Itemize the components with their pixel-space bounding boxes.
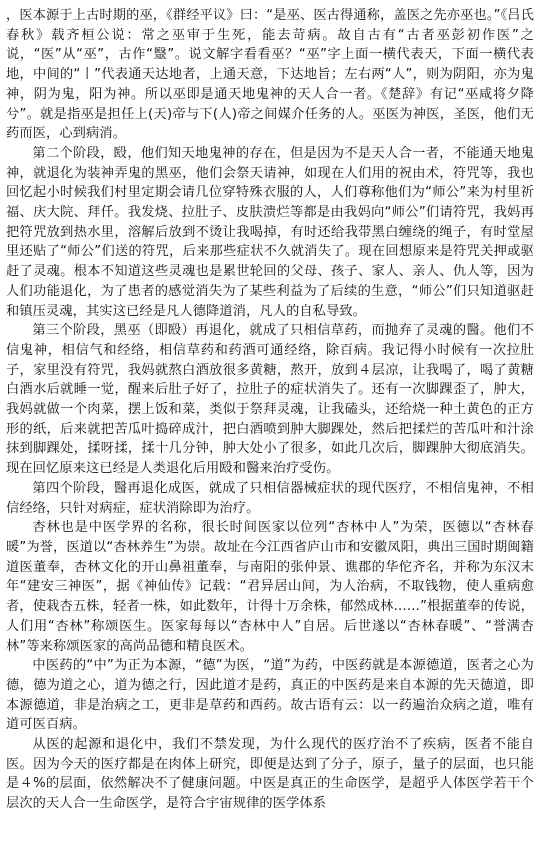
paragraph-stage-two: 第二个阶段，殹，他们知天地鬼神的存在，但是因为不是天人合一者，不能通天地鬼神，就退化为装神弄鬼的黑巫，他们会祭天请神，如现在人们用的祝由术，符咒等，我也回忆起小时候我们村里定期会请几位穿特殊衣服的人，人们尊称他们为“师公”来为村里祈福、庆大院、拜仟。我发烧、拉肚子、皮肤溃烂等都是由我妈向“师公”们请符咒，我妈再把符咒放到热水里，溶解后放到不烫让我喝掉，有时还给我带黑白缠绕的绳子，有时堂屋里还贴了“师公”们送的符咒，后来那些症状不久就消失了。现在回想原来是符咒关押或驱赶了灵魂。根本不知道这些灵魂也是累世轮回的父母、孩子、家人、亲人、仇人等，因为人们功能退化，为了患者的感觉消失为了某些利益为了后续的生意，“师公”们只知道驱赶和镇压灵魂，其实这已经是凡人德降道消，凡人的自私导致。 xyxy=(6,145,534,319)
paragraph-xinglin: 杏林也是中医学界的名称，很长时间医家以位列“杏林中人”为荣，医德以“杏林春暖”为誉，医道以“杏林养生”为崇。故址在今江西省庐山市和安徽凤阳，典出三国时期闽籍道医董奉，杏林文化的开山鼻祖董奉，与南阳的张仲景、谯郡的华佗齐名，并称为东汉末年“建安三神医”，据《神仙传》记载：“君异居山间，为人治病，不取钱物，使人重病愈者，使栽杏五株，轻者一株，如此数年，计得十万余株，郁然成林……”根据董奉的传说，人们用“杏林”称颂医生。医家每每以“杏林中人”自居。后世遂以“杏林春暖”、“誉满杏林”等来称颂医家的高尚品德和精良医术。 xyxy=(6,520,534,654)
paragraph-conclusion: 从医的起源和退化中，我们不禁发现，为什么现代的医疗治不了疾病，医者不能自医。因为今天的医疗都是在肉体上研究，即便是达到了分子，原子，量子的层面，也只能是４%的层面，依然解决不了健康问题。中医是真正的生命医学，是超乎人体医学若干个层次的天人合一生命医学，是符合宇宙规律的医学体系 xyxy=(6,737,534,812)
paragraph-stage-three: 第三个阶段，黑巫（即殹）再退化，就成了只相信草药，而抛弃了灵魂的醫。他们不信鬼神，相信气和经络，相信草药和药酒可通经络，除百病。我记得小时候有一次拉肚子，家里没有符咒，我妈就熬白酒放很多黄糖，熬开，放到４层凉，让我喝了，喝了黄糖白酒水后就睡一觉，醒来后肚子好了，拉肚子的症状消失了。还有一次脚踝歪了，肿大，我妈就做一个肉菜，摆上饭和菜，类似于祭拜灵魂，让我磕头，还给烧一种土黄色的正方形的纸，后来就把苦瓜叶捣碎成汁，把白酒喷到肿大脚踝处，然后把揉烂的苦瓜叶和汁涂抹到脚踝处，揉呀揉，揉十几分钟，肿大处小了很多，如此几次后，脚踝肿大彻底消失。现在回忆原来这已经是人类退化后用殹和醫来治疗受伤。 xyxy=(6,323,534,477)
paragraph-zhongyiyao: 中医药的“中”为正为本源，“德”为医，“道”为药，中医药就是本源德道，医者之心为德，德为道之心，道为德之行，因此道才是药，真正的中医药是来自本源的先天德道，即本源德道，非是治病之工，更非是草药和西药。故古语有云：以一药遍治众病之道，唯有道可医百病。 xyxy=(6,658,534,733)
paragraph-wu-origin: ，医本源于上古时期的巫，《群经平议》曰：“是巫、医古得通称，盖医之先亦巫也。”《吕氏春秋》载齐桓公说：常之巫审于生死，能去苛病。故自古有“古者巫彭初作医”之说，“医”从“巫”，古作“毉”。说文解字看看巫？“巫”字上面一横代表天，下面一横代表地，中间的“丨”代表通天达地者，上通天意，下达地旨；左右两“人”，则为阴阳，亦为鬼神，阴为鬼，阳为神。所以巫即是通天地鬼神的天人合一者。《楚辞》有记“巫咸将夕降兮”。就是指巫是担任上(天)帝与下(人)帝之间媒介任务的人。巫医为神医，圣医，他们无药而医，心到病消。 xyxy=(6,8,534,142)
paragraph-stage-four: 第四个阶段，醫再退化成医，就成了只相信器械症状的现代医疗，不相信鬼神，不相信经络，只针对病症，症状消除即为治疗。 xyxy=(6,480,534,516)
